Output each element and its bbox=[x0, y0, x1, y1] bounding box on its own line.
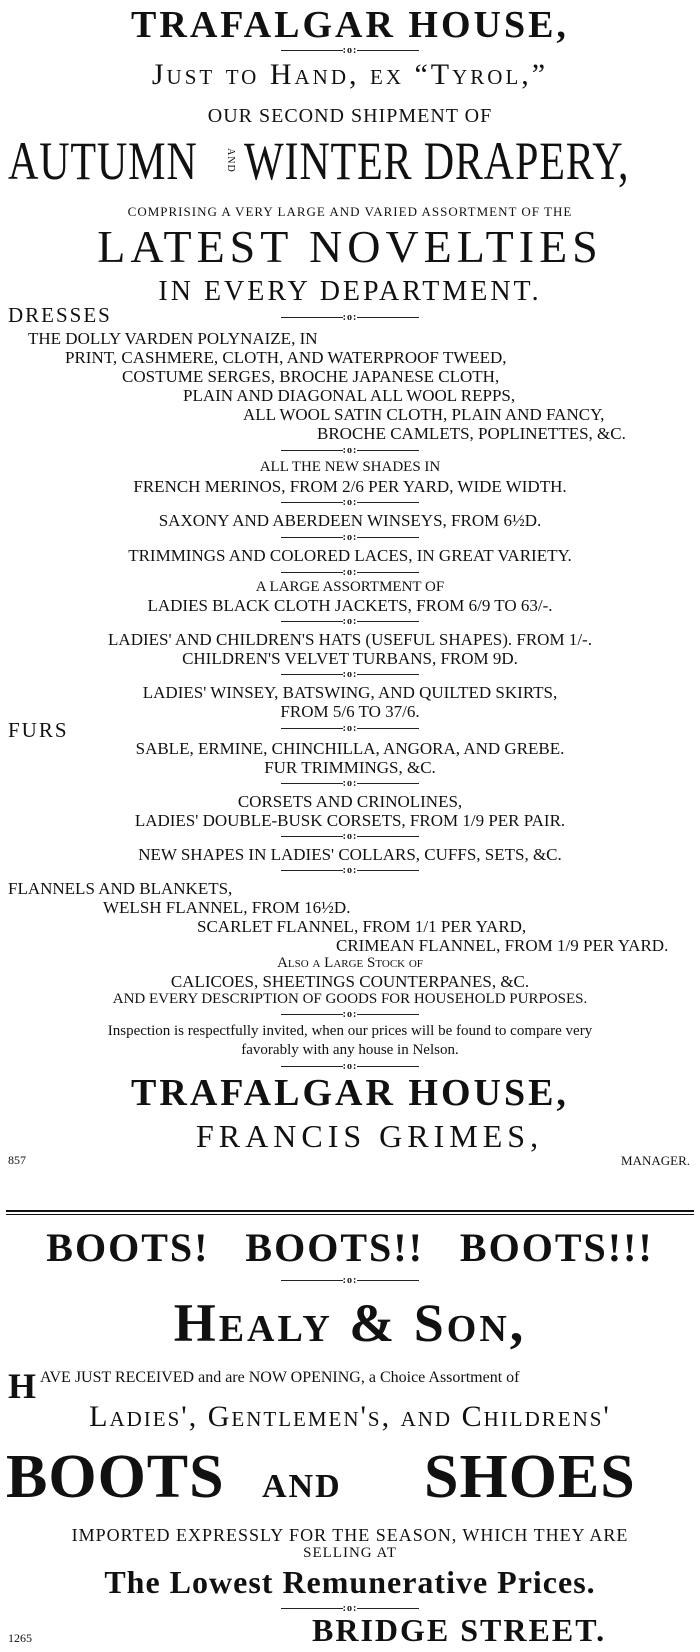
boots-word: BOOTS bbox=[6, 1443, 225, 1511]
just-to-hand-line: Just to Hand, ex “Tyrol,” bbox=[151, 58, 549, 91]
divider: :o: bbox=[0, 866, 700, 876]
dresses-line-4: PLAIN AND DIAGONAL ALL WOOL REPPS, bbox=[183, 386, 516, 405]
dresses-line-5: ALL WOOL SATIN CLOTH, PLAIN AND FANCY, bbox=[243, 405, 605, 424]
bridge-street-address: BRIDGE STREET. bbox=[312, 1612, 607, 1648]
trimmings-line: TRIMMINGS AND COLORED LACES, IN GREAT VARIETY. bbox=[128, 546, 572, 565]
firm-name: Healy & Son, bbox=[173, 1293, 527, 1353]
second-shipment-line: OUR SECOND SHIPMENT OF bbox=[207, 105, 493, 127]
advert-number: 857 bbox=[8, 1153, 26, 1167]
divider: :o: bbox=[0, 724, 700, 734]
corsets-line: CORSETS AND CRINOLINES, bbox=[237, 792, 463, 811]
divider: :o: bbox=[0, 46, 700, 56]
divider: :o: bbox=[0, 1276, 700, 1286]
dresses-line-6: BROCHE CAMLETS, POPLINETTES, &C. bbox=[317, 424, 626, 443]
household-line: AND EVERY DESCRIPTION OF GOODS FOR HOUSEHOLD PURPOSES. bbox=[112, 991, 588, 1007]
closing-title: TRAFALGAR HOUSE, bbox=[131, 1072, 569, 1114]
advert-number: 1265 bbox=[8, 1631, 32, 1645]
latest-novelties-heading: LATEST NOVELTIES bbox=[97, 221, 603, 272]
hats-line: LADIES' AND CHILDREN'S HATS (USEFUL SHAPES). FROM 1/-. bbox=[108, 630, 592, 649]
dresses-line-3: COSTUME SERGES, BROCHE JAPANESE CLOTH, bbox=[122, 367, 500, 386]
advert-separator bbox=[6, 1210, 694, 1212]
furs-heading: FURS bbox=[8, 718, 69, 742]
calicoes-line: CALICOES, SHEETINGS COUNTERPANES, &C. bbox=[170, 972, 530, 991]
customers-line: Ladies', Gentlemen's, and Childrens' bbox=[89, 1400, 611, 1433]
divider: :o: bbox=[0, 1010, 700, 1020]
scarlet-flannel-line: SCARLET FLANNEL, FROM 1/1 PER YARD, bbox=[197, 917, 527, 936]
imported-line-1: IMPORTED EXPRESSLY FOR THE SEASON, WHICH THEY ARE bbox=[71, 1525, 629, 1545]
divider: :o: bbox=[0, 832, 700, 842]
fur-trimmings-line: FUR TRIMMINGS, &C. bbox=[264, 758, 436, 777]
manager-label: MANAGER. bbox=[621, 1153, 690, 1168]
large-assortment-line: A LARGE ASSORTMENT OF bbox=[255, 579, 445, 595]
inspection-line-1: Inspection is respectfully invited, when our prices will be found to compare very bbox=[107, 1023, 593, 1039]
divider: :o: bbox=[0, 446, 700, 456]
healy-and-son-advert bbox=[0, 1218, 700, 1652]
dresses-line-2: PRINT, CASHMERE, CLOTH, AND WATERPROOF TWEED, bbox=[65, 348, 507, 367]
and-word: AND bbox=[262, 1468, 342, 1505]
flannels-heading: FLANNELS AND BLANKETS, bbox=[8, 879, 233, 898]
owner-name: FRANCIS GRIMES, bbox=[196, 1118, 544, 1154]
crimean-flannel-line: CRIMEAN FLANNEL, FROM 1/9 PER YARD. bbox=[336, 936, 669, 955]
every-department-heading: IN EVERY DEPARTMENT. bbox=[158, 276, 542, 307]
advert-separator-thin bbox=[6, 1214, 694, 1215]
jackets-line: LADIES BLACK CLOTH JACKETS, FROM 6/9 TO 63/-. bbox=[147, 596, 553, 615]
large-stock-line: Also a Large Stock of bbox=[277, 955, 423, 971]
divider: :o: bbox=[0, 313, 700, 323]
dresses-line-1: THE DOLLY VARDEN POLYNAIZE, IN bbox=[28, 329, 318, 348]
furs-list-line: SABLE, ERMINE, CHINCHILLA, ANGORA, AND GREBE. bbox=[135, 739, 565, 758]
divider: :o: bbox=[0, 1062, 700, 1072]
skirts-line: LADIES' WINSEY, BATSWING, AND QUILTED SKIRTS, bbox=[142, 683, 558, 702]
divider: :o: bbox=[0, 533, 700, 543]
received-line: AVE JUST RECEIVED and are NOW OPENING, a Choice Assortment of bbox=[40, 1369, 520, 1386]
imported-line-2: SELLING AT bbox=[303, 1545, 397, 1561]
autumn-heading: AUTUMN bbox=[8, 131, 198, 191]
merinos-line: FRENCH MERINOS, FROM 2/6 PER YARD, WIDE WIDTH. bbox=[133, 477, 567, 496]
boots-header: BOOTS! BOOTS!! BOOTS!!! bbox=[46, 1225, 654, 1270]
double-busk-line: LADIES' DOUBLE-BUSK CORSETS, FROM 1/9 PER PAIR. bbox=[134, 811, 566, 830]
divider: :o: bbox=[0, 670, 700, 680]
divider: :o: bbox=[0, 568, 700, 578]
divider: :o: bbox=[0, 498, 700, 508]
inspection-line-2: favorably with any house in Nelson. bbox=[241, 1042, 459, 1058]
shoes-word: SHOES bbox=[424, 1443, 636, 1511]
collars-line: NEW SHAPES IN LADIES' COLLARS, CUFFS, SETS, &C. bbox=[138, 845, 562, 864]
skirts-price-line: FROM 5/6 TO 37/6. bbox=[280, 702, 420, 721]
divider: :o: bbox=[0, 779, 700, 789]
drop-cap: H bbox=[8, 1366, 37, 1406]
turbans-line: CHILDREN'S VELVET TURBANS, FROM 9D. bbox=[182, 649, 518, 668]
lowest-prices-line: The Lowest Remunerative Prices. bbox=[104, 1564, 596, 1600]
winter-drapery-heading: WINTER DRAPERY, bbox=[244, 131, 630, 191]
welsh-flannel-line: WELSH FLANNEL, FROM 16½D. bbox=[103, 898, 351, 917]
winseys-line: SAXONY AND ABERDEEN WINSEYS, FROM 6½D. bbox=[158, 511, 542, 530]
and-small-vertical: AND bbox=[225, 148, 236, 173]
divider: :o: bbox=[0, 1604, 700, 1614]
dresses-heading: DRESSES bbox=[8, 303, 112, 327]
advert-title: TRAFALGAR HOUSE, bbox=[131, 4, 569, 46]
new-shades-line: ALL THE NEW SHADES IN bbox=[259, 459, 441, 475]
comprising-line: COMPRISING A VERY LARGE AND VARIED ASSORTMENT OF THE bbox=[127, 204, 573, 219]
divider: :o: bbox=[0, 617, 700, 627]
